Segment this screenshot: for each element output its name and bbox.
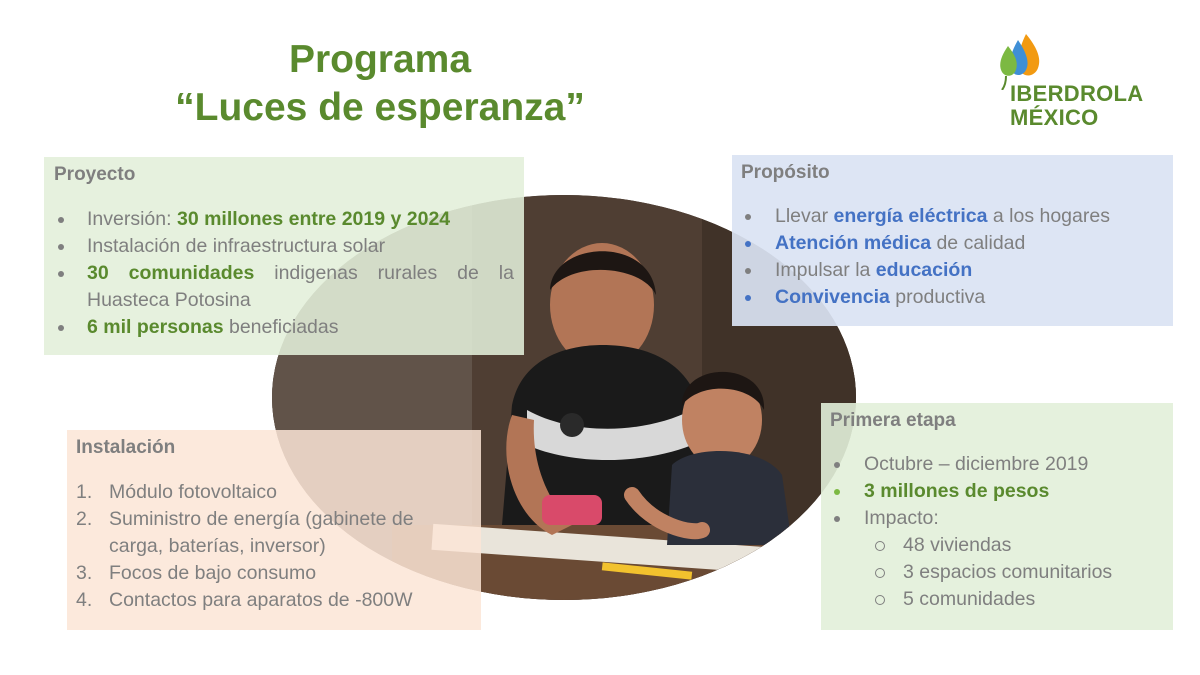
list-item: [54, 233, 514, 260]
proyecto-list: [54, 206, 514, 341]
list-item: [76, 506, 472, 560]
sub-list-item: [830, 559, 1164, 586]
bullet-icon: [834, 462, 840, 468]
proposito-title: Propósito: [741, 162, 830, 183]
list-item: [76, 587, 472, 614]
primera-etapa-panel: [821, 403, 1173, 630]
proposito-list: [741, 203, 1164, 311]
proyecto-title: Proyecto: [54, 164, 136, 185]
proyecto-panel: [44, 157, 524, 355]
bullet-icon: [745, 214, 751, 220]
list-item: [741, 284, 1164, 311]
instalacion-list: [76, 479, 472, 614]
iberdrola-logo: [990, 30, 1170, 140]
logo-text: [1010, 82, 1143, 130]
item-text: 3 espacios comunitarios: [903, 561, 1113, 583]
list-item: [54, 260, 514, 314]
item-text: beneficiadas: [223, 316, 339, 338]
logo-line-2: MÉXICO: [1010, 105, 1099, 130]
list-item: [54, 314, 514, 341]
item-text: a los hogares: [987, 205, 1110, 227]
bullet-icon: [58, 244, 64, 250]
item-number: 2.: [76, 508, 93, 530]
list-item: [741, 203, 1164, 230]
circle-bullet-icon: [875, 568, 885, 578]
item-text: Impacto:: [864, 507, 939, 529]
logo-line-1: IBERDROLA: [1010, 81, 1144, 106]
list-item: [76, 479, 472, 506]
item-text: Focos de bajo consumo: [109, 562, 317, 584]
bullet-icon: [834, 516, 840, 522]
circle-bullet-icon: [875, 595, 885, 605]
title-line-2: “Luces de esperanza”: [175, 86, 585, 129]
highlight-text: 6 mil personas: [87, 316, 224, 338]
bullet-icon: [58, 217, 64, 223]
list-item: [76, 560, 472, 587]
bullet-icon: [58, 325, 64, 331]
instalacion-title: Instalación: [76, 437, 176, 458]
slide-title: [120, 36, 640, 132]
highlight-text: Atención médica: [775, 232, 932, 254]
item-text: Impulsar la: [775, 259, 876, 281]
item-text: de calidad: [931, 232, 1026, 254]
highlight-text: 30 comunidades: [87, 262, 255, 284]
item-text: Contactos para aparatos de -800W: [109, 589, 413, 611]
item-text: Llevar: [775, 205, 834, 227]
bullet-icon: [745, 241, 751, 247]
item-text: productiva: [889, 286, 986, 308]
sub-list-item: [830, 532, 1164, 559]
item-text: Módulo fotovoltaico: [109, 481, 278, 503]
title-line-1: Programa: [288, 38, 472, 81]
sub-list-item: [830, 586, 1164, 613]
item-text: 5 comunidades: [903, 588, 1036, 610]
highlight-text: 30 millones entre 2019 y 2024: [176, 208, 451, 230]
list-item: [54, 206, 514, 233]
highlight-text: 3 millones de pesos: [864, 480, 1050, 502]
item-text: Octubre – diciembre 2019: [864, 453, 1089, 475]
item-number: 1.: [76, 481, 93, 503]
item-text: 48 viviendas: [903, 534, 1012, 556]
highlight-text: educación: [875, 259, 973, 281]
item-text: indigenas rurales de la Huasteca Potosina: [87, 262, 514, 311]
list-item: [830, 478, 1164, 505]
highlight-text: energía eléctrica: [833, 205, 988, 227]
instalacion-panel: [67, 430, 481, 630]
etapa-list: [830, 451, 1164, 532]
item-number: 3.: [76, 562, 93, 584]
item-text: Suministro de energía (gabinete de carga, baterías, inversor): [109, 508, 414, 557]
item-number: 4.: [76, 589, 93, 611]
bullet-icon: [834, 489, 840, 495]
bullet-icon: [745, 295, 751, 301]
impacto-sublist: [830, 532, 1164, 613]
etapa-title: Primera etapa: [830, 410, 956, 431]
circle-bullet-icon: [875, 541, 885, 551]
item-text: Instalación de infraestructura solar: [87, 235, 386, 257]
bullet-icon: [58, 271, 64, 277]
list-item: [741, 230, 1164, 257]
highlight-text: Convivencia: [775, 286, 890, 308]
proposito-panel: [732, 155, 1173, 326]
list-item: [741, 257, 1164, 284]
item-text: Inversión:: [87, 208, 177, 230]
list-item: [830, 451, 1164, 478]
list-item: [830, 505, 1164, 532]
bullet-icon: [745, 268, 751, 274]
